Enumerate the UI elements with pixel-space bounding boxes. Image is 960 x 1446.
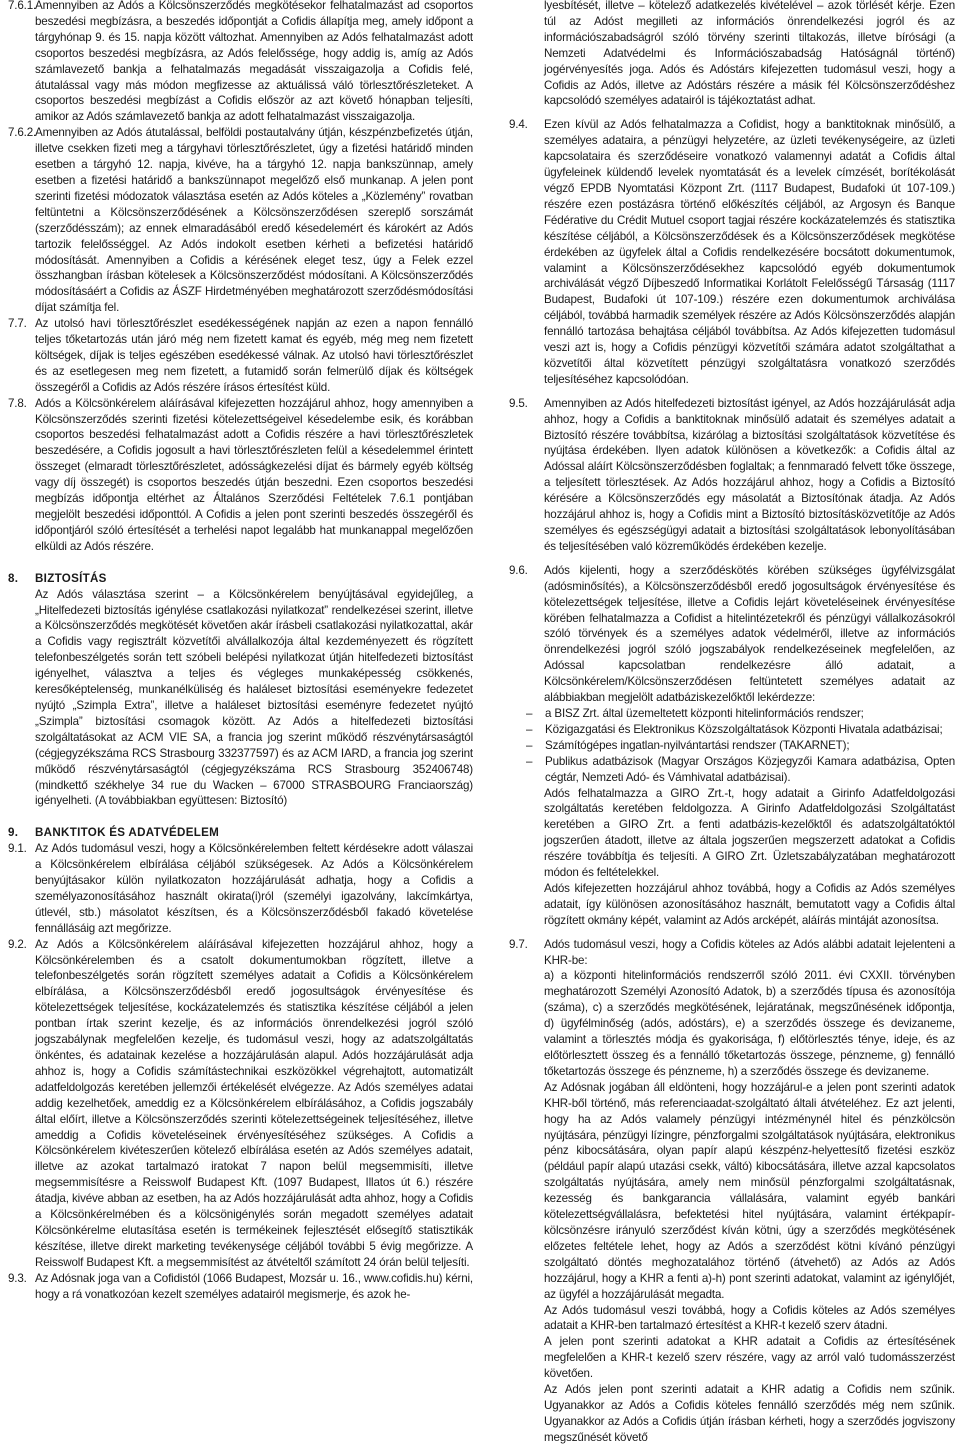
heading-number: 9. [8, 826, 19, 840]
list-item: – a BISZ Zrt. által üzemeltetett központi hitelinformációs rendszer; [526, 706, 864, 720]
section-9-6-giro: Adós felhatalmazza a GIRO Zrt.-t, hogy adatait a Girinfo Adatfeldolgozási szolgáltatás keretében feldolgozza. A Girinfo Adatfeldolgozási Szolgáltatást keretében a GIRO Zrt. a fenti adatbázis-kezelőktől és adatszolgáltatóktól jogszerűen átadott, illetve az általa jogszerűen megszerzett adatokat a Cofidis részére továbbítja és teljesíti. A GIRO Zrt. Üzletszabályzatában meghatározott módon és feltételekkel. [544, 786, 955, 880]
section-number: 9.2. [8, 937, 27, 951]
section-text: Az Adósnak joga van a Cofidistól (1066 Budapest, Mozsár u. 16., www.cofidis.hu) kérni, hogy a rá vonatkozóan kezelt személyes adatairól megismerje, és azok he- [35, 1271, 473, 1301]
section-text: Az utolsó havi törlesztőrészlet esedékességének napján az ezen a napon fennálló teljes tőketartozás után járó még nem fizetett kamat és egyéb, még meg nem fizetett költségek, díjak is teljes egészében esedékessé válnak. Az utolsó havi törlesztőrészlet és az esetlegesen meg nem fizetett, a futamidő során felmerülő díjak és költségek összegéről a Cofidis az Adós részére írásos értesítést küld. [35, 317, 473, 394]
section-number: 9.4. [509, 118, 528, 132]
section-number: 7.8. [8, 396, 27, 410]
section-9-3-continued: lyesbítését, illetve – kötelező adatkezelés kivételével – azok törlését kérje. Ezen túl az Adóst megilleti az információs önrendelkezési jogról és az információszabadságról szóló törvény szerinti tiltakozás, illetve bírósági (a Nemzeti Adatvédelmi és Információszabadság Hatóságnál történő) jogérvényesítés joga. Adós és Adóstárs kifejezetten tudomásul veszi, hogy a Cofidis az Adós, illetve az Adóstárs részére a másik fél Kölcsönszerződéshez kapcsolódó személyes adatairól is tájékoztatást adhat. [544, 0, 955, 108]
section-9-7-transfer: A jelen pont szerinti adatokat a KHR adatait a Cofidis az értesítésének megfelelően a KHR-t kezelő szerv részére, vagy az arról való tudomásszerzést követően. [544, 1335, 955, 1381]
section-text: Adós kijelenti, hogy a szerződéskötés körében szükséges ügyfélvizsgálat (adósminősítés), a Kölcsönszerződésből eredő jogosultságok érvényesítése és kötelezettségek teljesítése, illetve a Cofidis lejárt követeléseinek érvényesítése körében felhatalmazza a Cofidist a hitelintézetekről és pénzügyi vállalkozásokról szóló törvények és a személyes adatok védelméről, illetve az információs önrendelkezési jogról szóló jogszabályok rendelkezéseinek megfelelően, az Adóssal kapcsolatban rendelkezésre álló adatait, a Kölcsönkérelem/Kölcsönszerződésen feltüntetett személyes adatait az alábbiakban megjelölt adatbáziskezelőktől lekérdezze: [544, 563, 955, 705]
list-item-text: Publikus adatbázisok (Magyar Országos Közjegyzői Kamara adatbázisa, Opten cégtár, Nemzeti Adó- és Vámhivatal adatbázisai). [545, 754, 955, 784]
section-number: 9.5. [509, 396, 528, 410]
heading-banktitok [8, 825, 473, 841]
heading-number: 8. [8, 571, 19, 585]
heading-text: BANKTITOK ÉS ADATVÉDELEM [35, 826, 220, 840]
list-item: – Közigazgatási és Elektronikus Közszolgáltatások Központi Hivatala adatbázisai; [526, 722, 943, 736]
section-number: 9.7. [509, 937, 528, 951]
list-item-text: a BISZ Zrt. által üzemeltetett központi hitelinformációs rendszer; [545, 706, 864, 720]
heading-biztositas [8, 571, 473, 587]
section-8-text: Az Adós választása szerint – a Kölcsönkérelem benyújtásával egyidejűleg, a „Hitelfedezeti biztosítás igénylése csatlakozási nyilatkozat” rendelkezései szerint, illetve a Kölcsönszerződés megkötését követően akár írásbeli csatlakozási nyilatkozattal, akár a Cofidis vagy regisztrált közvetítői alvállalkozója által kezdeményezett és rögzített telefonbeszélgetés során tett szóbeli belépési nyilatkozat útján hitelfedezeti biztosítást igényelhet, választva a teljes és végleges munkaképesség csökkenés, keresőképtelenség, munkanélküliség és haláleset biztosítási eseményekre fedezetet nyújtó „Szimpla Extra”, illetve a haláleset biztosítási eseményre fedezetet nyújtó „Szimpla” biztosítási csomagok között. Az Adós a hitelfedezeti biztosítási szolgáltatásokat az ACM VIE SA, a francia jog szerint működő részvénytársaságtól (cégjegyzékszáma RCS Strasbourg 332377597) és az ACM IARD, a francia jog szerint működő részvénytársaságtól (cégjegyzékszáma RCS Strasbourg 352406748) (mindkettő székhelye 34 rue du Wacken – 67000 STRASBOURG Franciaország) igényelheti. (A továbbiakban együttesen: Biztosító) [35, 587, 473, 808]
section-number: 7.6.2. [8, 126, 37, 140]
section-text: Amennyiben az Adós a Kölcsönszerződés megkötésekor felhatalmazást ad csoportos beszedési megbízásra, a beszedés időpontját a Cofidis állapítja meg, amely időpont a tárgyhónap 9. és 15. napja között változhat. Amennyiben az Adós felhatalmazást adott csoportos beszedési megbízásra, az Adós felelőssége, hogy addig is, amíg az Adós számlavezető bankja a felhatalmazás megadását visszaigazolja a Cofidis felé, átutalással vagy más módon megfizesse az aktuálissá váló törlesztőrészleteket. A csoportos beszedési megbízást a Cofidis először az azt követő hónapban teljesíti, amikor az Adós számlavezető bankja az adott felhatalmazást visszaigazolja. [35, 0, 473, 124]
section-number: 9.6. [509, 563, 528, 577]
section-9-6 [509, 563, 955, 706]
section-text: Az Adós tudomásul veszi, hogy a Kölcsönkérelemben feltett kérdésekre adott válaszai a Kölcsönkérelem elbírálása céljából szükségesek. Az Adós a Kölcsönkérelem benyújtásakor külön nyilatkozaton hozzájárulását adhatja, hogy a Cofidis a személyazonosításához használt okirata(i)ról (személyi igazolvány, lakcímkártya, útlevél, stb.) másolatot készítsen, és a Kölcsönszerződésből fakadó követelése fennállásáig azt megőrizze. [35, 842, 473, 935]
section-7-6-2 [8, 125, 473, 316]
section-9-6-consent: Adós kifejezetten hozzájárul ahhoz továbbá, hogy a Cofidis az Adós személyes adatait, így különösen azonosításához használt, bemutatott vagy a Cofidis által rögzített okmány képét, valamint az Adós arcképét, aláírás mintáját azonosítsa. [544, 881, 955, 927]
section-number: 9.3. [8, 1271, 27, 1285]
section-7-8 [8, 396, 473, 555]
section-text: Az Adós a Kölcsönkérelem aláírásával kifejezetten hozzájárul ahhoz, hogy a Kölcsönkérelemben és a csatolt dokumentumokban rögzített, illetve a telefonbeszélgetés során rögzített személyes adatait a Cofidis a Kölcsönkérelem elbírálása, a Kölcsönszerződésből eredő jogosultságok érvényesítése és kötelezettségek teljesítése, kockázatelemzés és statisztika készítése céljából a jelen pontban írtak szerint kezelje, és az információs önrendelkezési jogról szóló jogszabálynak megfelelően kezelje, és tudomásul veszi, hogy az adatszolgáltatás önkéntes, és adatainak kezelése a hozzájárulásán alapul. Adós hozzájárulását adja ahhoz is, hogy a Cofidis számítástechnikai eszközökkel végrehajtott, automatizált adatfeldolgozás keretében jellemzői értékelését elvégezze. Az Adós személyes adatai addig kezelhetőek, ameddig ez a Kölcsönkérelem elbírálásához, a Cofidis jogszabály által előírt, illetve a Kölcsönszerződés szerinti kötelezettségeinek teljesítéséhez, illetve ameddig a Cofidis követeléseinek érvényesítéséhez szükséges. A Cofidis a Kölcsönkérelem kivéteszerűen kötelező elbírálása esetén az Adós személyes adatait, illetve az azokat tartalmazó iratokat 7 napon belül megsemmisíti, illetve megsemmisítésre a Reisswolf Budapest Kft. (1097 Budapest, Illatos út 6.) részére átadja, kivéve abban az esetben, ha az Adós hozzájárulását adta ahhoz, hogy a Cofidis a Kölcsönkérelmében és a kölcsönigénylés során megadott személyes adatait Kölcsönkérelme elutasítása esetén is termékeinek fejlesztését elősegítő statisztikák készítése, illetve direkt marketing tevékenysége céljából további 5 évig megőrizze. A Reisswolf Budapest Kft. a megsemmisítést az átvételtől számított 24 órán belül teljesíti. [35, 937, 473, 1269]
section-9-7-notice: Az Adós tudomásul veszi továbbá, hogy a Cofidis köteles az Adós személyes adatait a KHR-ben tartalmazó értesítést a KHR-t kezelő szerv átadni. [544, 1303, 955, 1333]
list-item-text: Számítógépes ingatlan-nyilvántartási rendszer (TAKARNET); [545, 738, 850, 752]
section-9-7-consent: Az Adósnak jogában áll eldönteni, hogy hozzájárul-e a jelen pont szerinti adatok KHR-ből történő, más referenciaadat-szolgáltató általi átvételéhez. Ez azt jelenti, hogy ha az Adós valamely pénzügyi intézménynél hitel és pénzkölcsön nyújtására, pénzügyi lízingre, pénzforgalmi szolgáltatások nyújtására, elektronikus pénz kibocsátására, olyan papír alapú készpénz-helyettesítő fizetési eszköz (például papír alapú utazási csekk, váltó) kibocsátására, illetve azzal kapcsolatos szolgáltatás nyújtására, amely nem minősül pénzforgalmi szolgáltatásnak, kezesség és bankgarancia vállalására, valamint egyéb bankári kötelezettségvállalásra, befektetési hitel nyújtására, valamint értékpapír-kölcsönzésre irányuló szerződést kíván kötni, úgy a szerződés megkötésének előzetes feltétele lehet, hogy az Adós a szerződést kötni kívánó pénzügyi szolgáltató döntés meghozatalához történő (átvehető) az Adós az Adós hozzájárul, hogy a KHR a fenti a)-h) pont szerinti adatokat, valamint az igénylőjét, az ügyfél a hozzájárulását megadta. [544, 1080, 955, 1301]
section-9-7-data-list: a) a központi hitelinformációs rendszerről szóló 2011. évi CXXII. törvényben meghatározott Személyi Azonosító Adatok, b) a szerződés típusa és azonosítója (száma), c) a szerződés megkötésének, lejáratának, megszűnésének időpontja, d) ügyfélminőség (adós, adóstárs), e) a szerződés összege és devizaneme, valamint a törlesztés módja és gyakorisága, f) előtörlesztés ténye, ideje, és az előtörlesztett összeg és a fennálló tőketartozás összege, pénzneme, g) fennálló tőketartozás összege és pénzneme, h) a szerződés összege és devizaneme. [544, 969, 955, 1078]
section-9-4 [509, 117, 955, 387]
section-9-3 [8, 1271, 473, 1303]
section-number: 7.7. [8, 317, 27, 331]
section-text: Adós tudomásul veszi, hogy a Cofidis köteles az Adós alábbi adatait lejelenteni a KHR-be: [544, 937, 955, 967]
section-text: Ezen kívül az Adós felhatalmazza a Cofidist, hogy a banktitoknak minősülő, a személyes adataira, a pénzügyi helyzetére, az üzleti tevékenységeire, az üzleti kapcsolataira és szerződéseire vonatkozó valamennyi adatát a Cofidis által ügyfeleinek küldendő levelek nyomtatását és a levelek címzését, borítékolását végző EPDB Nyomtatási Központ Zrt. (1117 Budapest, Budafoki út 107-109.) részére ezen postázásra történő előkészítés céljából, az Argosyn és Banque Fédérative du Crédit Mutuel csoport tagjai részére kockázatelemzés és statisztika készítése céljából, a Kölcsönszerződések és a Kölcsönszerződések megkötése érdekében az ügyfelek által a Cofidis rendelkezésére bocsátott dokumentumok, valamint a Kölcsönszerződésekhez kapcsolódó egyéb dokumentumok archiválását végző Díjbeszedő Informatikai Korlátolt Felelősségű Társaság (1117 Budapest, Budafoki út 107-109.) részére ezen dokumentumok archiválása céljából, továbbá harmadik személyek részére az Adós Kölcsönszerződés alapján fennálló tartozása behajtása céljából továbbítsa. Az Adós kifejezetten tudomásul veszi azt is, hogy a Cofidis pénzügyi közvetítői számára adatot szolgáltathat a közvetítői által közvetített pénzügyi szolgáltatásra vonatkozó szerződés teljesítéséhez kapcsolódóan. [544, 118, 955, 386]
section-7-7 [8, 316, 473, 396]
section-9-2 [8, 937, 473, 1271]
section-9-7-termination: Az Adós jelen pont szerinti adatait a KHR adatig a Cofidis nem szűnik. Ugyanakkor az Adós a Cofidis köteles fennálló szerződés még nem szűnik. Ugyanakkor az Adós a Cofidis útján írásban kérheti, hogy a szerződés jogviszony megszűnését követő [544, 1383, 955, 1444]
section-text: Amennyiben az Adós hitelfedezeti biztosítást igényel, az Adós hozzájárulását adja ahhoz, hogy a Cofidis a banktitoknak minősülő adatait és személyes adatait a Biztosító részére továbbítsa, kizárólag a biztosítási szolgáltatások közvetítése és nyújtása érdekében. Ilyen adatok különösen a következők: a Cofidis által az Adóssal aláírt Kölcsönszerződésben foglaltak; a fennmaradó felvett tőke összege, a teljesített törlesztések. Az Adós hozzájárul ahhoz, hogy a Cofidis a Biztosító kérésére a Kölcsönszerződés egy másolatát a Biztosítónak átadja. Az Adós hozzájárul ahhoz is, hogy a Cofidis mint a Biztosító biztosításközvetítője az Adós személyes és egészségügyi adatait a biztosítási szolgáltatások lebonyolításában és teljesítésében való közreműködés érdekében kezelje. [544, 396, 955, 553]
left-column [8, 0, 473, 1303]
section-text: Amennyiben az Adós átutalással, belföldi postautalvány útján, készpénzbefizetés útján, illetve csekken fizeti meg a tárgyhavi törlesztőrészletet, úgy a fizetési határidő minden esetben a tárgyhó 12. napja, kivéve, ha a tárgyhó 12. napja bankszünnap, amely esetben a fizetési határidő a bankszünnapot megelőző első munkanap. A jelen pont szerinti fizetési módozatok választása esetén az Adós köteles a „Közlemény” rovatban feltüntetni a Kölcsönszerződésének a Kölcsönszerződésen szereplő sorszámát (szerződésszám); az ennek elmaradásából eredő késedelemért és károkért az Adós tartozik felelősséggel. Az Adós indokolt esetben kérheti a befizetési határidő módosítását. Amennyiben a Cofidis a kérésének eleget tesz, úgy a Felek ezzel összhangban írásban kötelesek a Kölcsönszerződést módosítani. A Kölcsönszerződés módosításáért a Cofidis az ÁSZF Hirdetményében meghatározott szerződésmódosítási díjat számítja fel. [35, 126, 473, 315]
section-9-5 [509, 396, 955, 555]
list-item: – Számítógépes ingatlan-nyilvántartási rendszer (TAKARNET); [526, 738, 850, 752]
list-item-text: Közigazgatási és Elektronikus Közszolgáltatások Központi Hivatala adatbázisai; [545, 722, 943, 736]
section-9-1 [8, 841, 473, 936]
section-text: Adós a Kölcsönkérelem aláírásával kifejezetten hozzájárul ahhoz, hogy amennyiben a Kölcsönszerződés szerinti fizetési kötelezettségeivel késedelembe esik, és korábban csoportos beszedési felhatalmazást adott a Cofidis részére a havi törlesztőrészletek beszedésére, a Cofidis jogosult a havi törlesztőrészleten felül a késedelemmel érintett összeget (elmaradt törlesztőrészletet, adósságkezelési díjat és bármely egyéb költség vagy díj összegét) is csoportos beszedés útján beszedni. Ezen csoportos beszedési megbízás időpontja eltérhet az Általános Szerződési Feltételek 7.6.1 pontjában megjelölt beszedési időponttól. A Cofidis a jelen pont szerinti beszedés összegéről és időpontjáról szóló értesítését a terhelési napot legalább hat munkanappal megelőzően elküldi az Adós részére. [35, 396, 473, 553]
section-9-7 [509, 937, 955, 969]
section-number: 9.1. [8, 842, 27, 856]
section-number: 7.6.1. [8, 0, 37, 12]
heading-text: BIZTOSÍTÁS [35, 571, 107, 585]
right-column [509, 0, 955, 1446]
list-item: – Publikus adatbázisok (Magyar Országos Közjegyzői Kamara adatbázisa, Opten cégtár, Nemzeti Adó- és Vámhivatal adatbázisai). [526, 754, 955, 784]
section-7-6-1 [8, 0, 473, 125]
